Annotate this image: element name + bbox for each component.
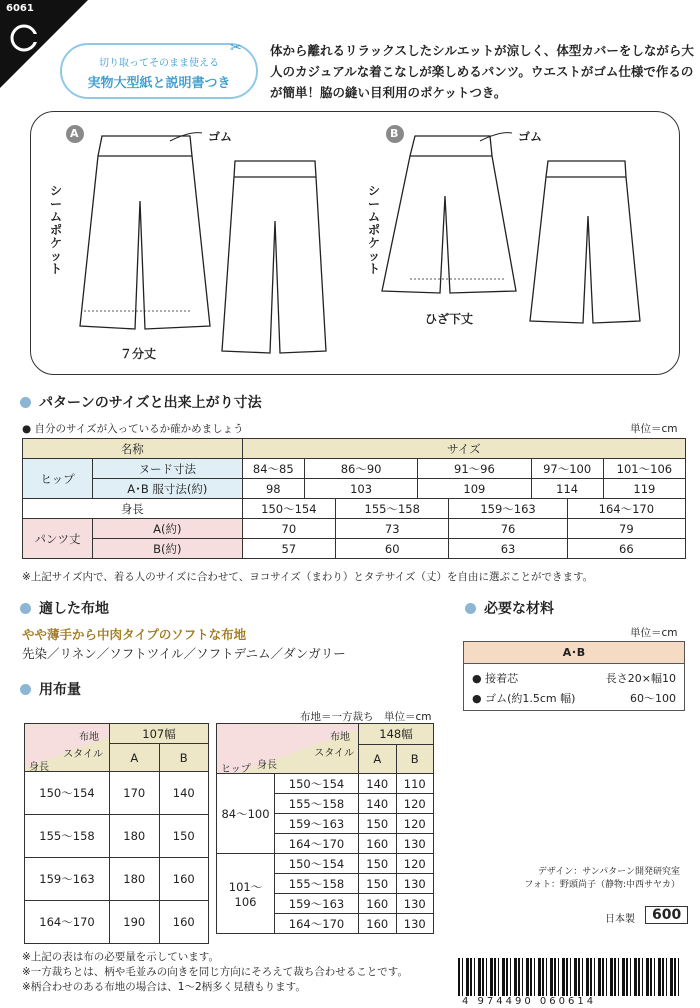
size-footnote: ※上記サイズ内で、着る人のサイズに合わせて、ヨコサイズ（まわり）とタテサイズ（丈）を自由に選ぶことができます。 — [22, 571, 594, 583]
badge-line2: 実物大型紙と説明書つき — [87, 76, 231, 91]
table-cell: 160 — [359, 894, 396, 914]
table-cell: 91〜96 — [418, 459, 531, 479]
materials-header: A･B — [464, 642, 684, 664]
table-cell: 97〜100 — [531, 459, 603, 479]
bullet-icon — [20, 603, 31, 614]
design-credit: デザイン：サンパターン開発研究室 — [537, 867, 680, 877]
material-item: ● 接着芯 長さ20×幅10 — [472, 672, 676, 685]
table-cell: 66 — [567, 539, 685, 559]
table-cell: 155〜158 — [275, 794, 359, 814]
hip-group-2: 101〜106 — [217, 854, 275, 934]
footer-note-1: ※上記の表は布の必要量を示しています。 — [22, 951, 219, 963]
table-cell: 101〜106 — [603, 459, 685, 479]
col-a: A — [110, 744, 160, 772]
materials-title: 必要な材料 — [465, 598, 554, 618]
table-cell: 160 — [159, 858, 209, 901]
col-a: A — [359, 744, 396, 773]
table-cell: 84〜85 — [242, 459, 304, 479]
bullet-icon — [20, 684, 31, 695]
badge-line1: 切り取ってそのまま使える — [99, 58, 219, 69]
pants-illustration — [30, 111, 680, 375]
table-cell: 98 — [242, 479, 304, 499]
table-cell: 180 — [110, 858, 160, 901]
table-cell: 86〜90 — [304, 459, 417, 479]
bullet-icon — [20, 397, 31, 408]
table-cell: 160 — [159, 901, 209, 944]
photo-credit: フォト：野頭尚子（静物:中西サヤカ） — [524, 880, 680, 890]
table-cell: 150 — [359, 814, 396, 834]
size-note: ● 自分のサイズが入っているか確かめましょう — [22, 423, 244, 435]
table-cell: 109 — [418, 479, 531, 499]
table-cell: 159〜163 — [449, 499, 567, 519]
table-cell: 57 — [242, 539, 335, 559]
size-table — [22, 438, 686, 559]
footer-note-2: ※一方裁ちとは、柄や毛並みの向きを同じ方向にそろえて裁ち合わせることです。 — [22, 966, 408, 978]
finished-label: A･B 服寸法(約) — [93, 479, 243, 499]
width-148: 148幅 — [359, 724, 434, 745]
table-cell: 76 — [449, 519, 567, 539]
table-cell: 155〜158 — [336, 499, 449, 519]
table-cell: 79 — [567, 519, 685, 539]
table-cell: 150 — [359, 874, 396, 894]
table-header-corner: 布地 スタイル 身長 ヒップ — [217, 724, 359, 774]
table-cell: 130 — [396, 874, 434, 894]
intro-text: 体から離れるリラックスしたシルエットが涼しく、体型カバーをしながら大人のカジュアルな着こなしが楽しめるパンツ。ウエストがゴム仕様で作るのが簡単！脇の縫い目利用のポケットつき。 — [270, 43, 694, 100]
table-cell: 164〜170 — [275, 914, 359, 934]
table-cell: 190 — [110, 901, 160, 944]
table-cell: 130 — [396, 834, 434, 854]
table-cell: 120 — [396, 854, 434, 874]
brand-logo-icon — [10, 24, 38, 52]
gomu-label-b: ゴム — [518, 130, 543, 144]
table-cell: 160 — [359, 914, 396, 934]
hip-label: ヒップ — [23, 459, 93, 499]
table-cell: 150〜154 — [275, 774, 359, 794]
pattern-badge — [60, 43, 258, 99]
made-in: 日本製 — [605, 914, 635, 925]
yardage-title: 用布量 — [20, 679, 81, 699]
table-header-corner: 布地 スタイル 身長 — [25, 724, 110, 772]
table-cell: 120 — [396, 814, 434, 834]
row-b-label: B(約) — [93, 539, 243, 559]
table-cell: 159〜163 — [275, 814, 359, 834]
table-cell: 150 — [159, 815, 209, 858]
credits — [470, 866, 680, 892]
hip-group-1: 84〜100 — [217, 774, 275, 854]
bullet-icon — [465, 603, 476, 614]
style-b-marker: B — [390, 127, 399, 140]
table-cell: 164〜170 — [567, 499, 685, 519]
fabric-list: 先染／リネン／ソフトツイル／ソフトデニム／ダンガリー — [22, 646, 346, 661]
yardage-table-148 — [216, 723, 434, 934]
style-a-marker: A — [70, 127, 79, 140]
table-cell: 130 — [396, 914, 434, 934]
table-cell: 110 — [396, 774, 434, 794]
col-size: サイズ — [242, 439, 685, 459]
scissors-icon: ✂ — [230, 40, 242, 56]
table-cell: 150〜154 — [25, 772, 110, 815]
nude-label: ヌード寸法 — [93, 459, 243, 479]
table-cell: 150〜154 — [242, 499, 335, 519]
table-cell: 155〜158 — [275, 874, 359, 894]
row-a-label: A(約) — [93, 519, 243, 539]
materials-box — [463, 641, 685, 711]
table-cell: 63 — [449, 539, 567, 559]
footer-notes — [22, 950, 408, 995]
table-cell: 70 — [242, 519, 335, 539]
fabric-section-title: 適した布地 — [20, 598, 109, 618]
table-cell: 150 — [359, 854, 396, 874]
table-cell: 140 — [159, 772, 209, 815]
pattern-code: 6061 — [6, 3, 34, 14]
table-cell: 164〜170 — [25, 901, 110, 944]
table-cell: 73 — [336, 519, 449, 539]
height-label: 身長 — [23, 499, 243, 519]
size-section-title: パターンのサイズと出来上がり寸法 — [20, 392, 262, 412]
fabric-main: やや薄手から中肉タイプのソフトな布地 — [22, 627, 247, 642]
material-item: ● ゴム(約1.5cm 幅) 60〜100 — [472, 692, 676, 705]
table-cell: 140 — [359, 774, 396, 794]
table-cell: 160 — [359, 834, 396, 854]
width-107: 107幅 — [110, 724, 209, 744]
table-cell: 60 — [336, 539, 449, 559]
table-cell: 159〜163 — [25, 858, 110, 901]
gomu-label-a: ゴム — [208, 130, 233, 144]
table-cell: 180 — [110, 815, 160, 858]
size-unit: 単位＝cm — [630, 423, 678, 435]
table-cell: 170 — [110, 772, 160, 815]
table-cell: 164〜170 — [275, 834, 359, 854]
table-cell: 159〜163 — [275, 894, 359, 914]
seam-pocket-label-a: シームポケット — [50, 184, 63, 276]
barcode-number: 4 974490 060614 — [462, 996, 597, 1007]
col-b: B — [396, 744, 434, 773]
table-cell: 103 — [304, 479, 417, 499]
table-cell: 150〜154 — [275, 854, 359, 874]
seam-pocket-label-b: シームポケット — [368, 184, 381, 276]
col-name: 名称 — [23, 439, 243, 459]
price: 600 — [645, 906, 688, 924]
table-cell: 140 — [359, 794, 396, 814]
pants-length-label: パンツ丈 — [23, 519, 93, 559]
yardage-table-107 — [24, 723, 209, 944]
yardage-note: 布地＝一方裁ち 単位＝cm — [300, 711, 432, 723]
materials-unit: 単位＝cm — [630, 627, 678, 639]
footer-note-3: ※柄合わせのある布地の場合は、1〜2柄多く見積もります。 — [22, 981, 306, 993]
barcode — [458, 958, 682, 996]
length-label-b: ひざ下丈 — [425, 312, 474, 326]
table-cell: 114 — [531, 479, 603, 499]
table-cell: 120 — [396, 794, 434, 814]
col-b: B — [159, 744, 209, 772]
table-cell: 155〜158 — [25, 815, 110, 858]
table-cell: 130 — [396, 894, 434, 914]
table-cell: 119 — [603, 479, 685, 499]
length-label-a: ７分丈 — [120, 347, 157, 361]
